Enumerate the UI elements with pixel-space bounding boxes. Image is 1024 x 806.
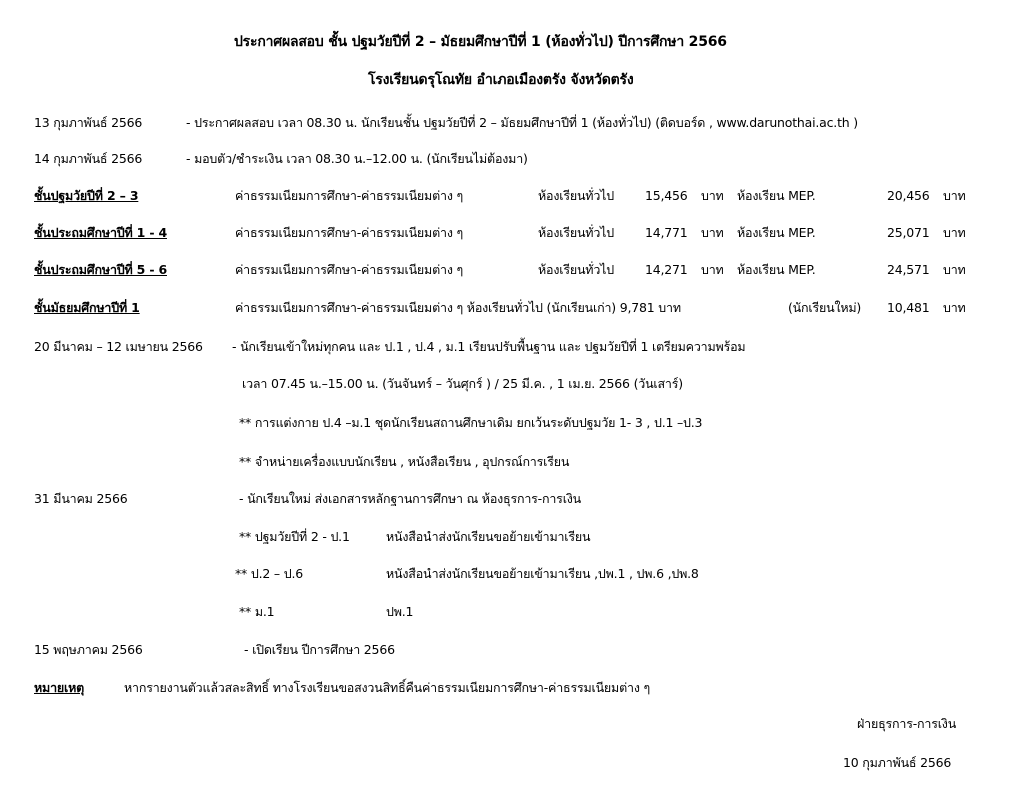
footer-date: 10 กุมภาพันธ์ 2566 bbox=[843, 755, 952, 770]
fee-mep-amount: 24,571 bbox=[887, 262, 930, 277]
docs-item-level: ** ปฐมวัยปีที่ 2 - ป.1 bbox=[239, 529, 350, 544]
docs-item-level: ** ป.2 – ป.6 bbox=[235, 566, 303, 581]
fee-amount: 14,771 bbox=[645, 225, 688, 240]
docs-item-level: ** ม.1 bbox=[239, 604, 275, 619]
report-date: 14 กุมภาพันธ์ 2566 bbox=[34, 151, 143, 166]
fee-mep-unit: บาท bbox=[943, 188, 966, 203]
fee-unit: บาท bbox=[701, 188, 724, 203]
fee-mep-unit: บาท bbox=[943, 225, 966, 240]
docs-line-1: - นักเรียนใหม่ ส่งเอกสารหลักฐานการศึกษา ณ ห้องธุรการ-การเงิน bbox=[239, 491, 582, 506]
fee-room: ห้องเรียนทั่วไป bbox=[538, 262, 614, 277]
fee-desc: ค่าธรรมเนียมการศึกษา-ค่าธรรมเนียมต่าง ๆ bbox=[235, 262, 464, 277]
prep-line-1: - นักเรียนเข้าใหม่ทุกคน และ ป.1 , ป.4 , ม.1 เรียนปรับพื้นฐาน และ ปฐมวัยปีที่ 1 เตรียมความพร้อม bbox=[232, 339, 746, 354]
announce-date: 13 กุมภาพันธ์ 2566 bbox=[34, 115, 143, 130]
fee-level-primary-5-6: ชั้นประถมศึกษาปีที่ 5 - 6 bbox=[34, 262, 167, 277]
page-title: ประกาศผลสอบ ชั้น ปฐมวัยปีที่ 2 – มัธยมศึกษาปีที่ 1 (ห้องทั่วไป) ปีการศึกษา 2566 bbox=[234, 34, 727, 50]
school-name: โรงเรียนดรุโณทัย อำเภอเมืองตรัง จังหวัดตรัง bbox=[368, 72, 634, 88]
fee-room: ห้องเรียนทั่วไป bbox=[538, 225, 614, 240]
prep-note-uniform: ** การแต่งกาย ป.4 –ม.1 ชุดนักเรียนสถานศึกษาเดิม ยกเว้นระดับปฐมวัย 1- 3 , ป.1 –ป.3 bbox=[239, 415, 703, 430]
note-label: หมายเหตุ bbox=[34, 680, 85, 695]
fee-unit: บาท bbox=[701, 262, 724, 277]
fee-level-primary-1-4: ชั้นประถมศึกษาปีที่ 1 - 4 bbox=[34, 225, 167, 240]
fee-amount: 14,271 bbox=[645, 262, 688, 277]
fee-mep-label: ห้องเรียน MEP. bbox=[737, 225, 816, 240]
fee-mep-unit: บาท bbox=[943, 262, 966, 277]
department-signature: ฝ่ายธุรการ-การเงิน bbox=[857, 716, 957, 731]
m1-new-unit: บาท bbox=[943, 300, 966, 315]
m1-new-amount: 10,481 bbox=[887, 300, 930, 315]
prep-line-2: เวลา 07.45 น.–15.00 น. (วันจันทร์ – วันศุกร์ ) / 25 มี.ค. , 1 เม.ย. 2566 (วันเสาร์) bbox=[242, 376, 683, 391]
open-date: 15 พฤษภาคม 2566 bbox=[34, 642, 143, 657]
docs-item-doc: ปพ.1 bbox=[386, 604, 414, 619]
fee-mep-amount: 25,071 bbox=[887, 225, 930, 240]
fee-amount: 15,456 bbox=[645, 188, 688, 203]
fee-mep-amount: 20,456 bbox=[887, 188, 930, 203]
fee-level-secondary-1: ชั้นมัธยมศึกษาปีที่ 1 bbox=[34, 300, 140, 315]
fee-mep-label: ห้องเรียน MEP. bbox=[737, 188, 816, 203]
open-text: - เปิดเรียน ปีการศึกษา 2566 bbox=[244, 642, 395, 657]
announce-text: - ประกาศผลสอบ เวลา 08.30 น. นักเรียนชั้น ปฐมวัยปีที่ 2 – มัธยมศึกษาปีที่ 1 (ห้องทั่วไป) (ติดบอร์ด , www.darunothai.ac.th ) bbox=[186, 115, 858, 130]
docs-item-doc: หนังสือนำส่งนักเรียนขอย้ายเข้ามาเรียน ,ปพ.1 , ปพ.6 ,ปพ.8 bbox=[386, 566, 699, 581]
m1-new-label: (นักเรียนใหม่) bbox=[788, 300, 862, 315]
prep-note-supplies: ** จำหน่ายเครื่องแบบนักเรียน , หนังสือเรียน , อุปกรณ์การเรียน bbox=[239, 454, 570, 469]
docs-date: 31 มีนาคม 2566 bbox=[34, 491, 128, 506]
docs-item-doc: หนังสือนำส่งนักเรียนขอย้ายเข้ามาเรียน bbox=[386, 529, 591, 544]
fee-room: ห้องเรียนทั่วไป bbox=[538, 188, 614, 203]
fee-desc: ค่าธรรมเนียมการศึกษา-ค่าธรรมเนียมต่าง ๆ bbox=[235, 188, 464, 203]
fee-desc: ค่าธรรมเนียมการศึกษา-ค่าธรรมเนียมต่าง ๆ bbox=[235, 225, 464, 240]
fee-mep-label: ห้องเรียน MEP. bbox=[737, 262, 816, 277]
note-text: หากรายงานตัวแล้วสละสิทธิ์ ทางโรงเรียนขอสงวนสิทธิ์คืนค่าธรรมเนียมการศึกษา-ค่าธรรมเนียมต่าง ๆ bbox=[124, 680, 651, 695]
m1-fee-desc: ค่าธรรมเนียมการศึกษา-ค่าธรรมเนียมต่าง ๆ ห้องเรียนทั่วไป (นักเรียนเก่า) 9,781 บาท bbox=[235, 300, 681, 315]
fee-level-kindergarten: ชั้นปฐมวัยปีที่ 2 – 3 bbox=[34, 188, 139, 203]
prep-date: 20 มีนาคม – 12 เมษายน 2566 bbox=[34, 339, 203, 354]
report-text: - มอบตัว/ชำระเงิน เวลา 08.30 น.–12.00 น. (นักเรียนไม่ต้องมา) bbox=[186, 151, 528, 166]
fee-unit: บาท bbox=[701, 225, 724, 240]
